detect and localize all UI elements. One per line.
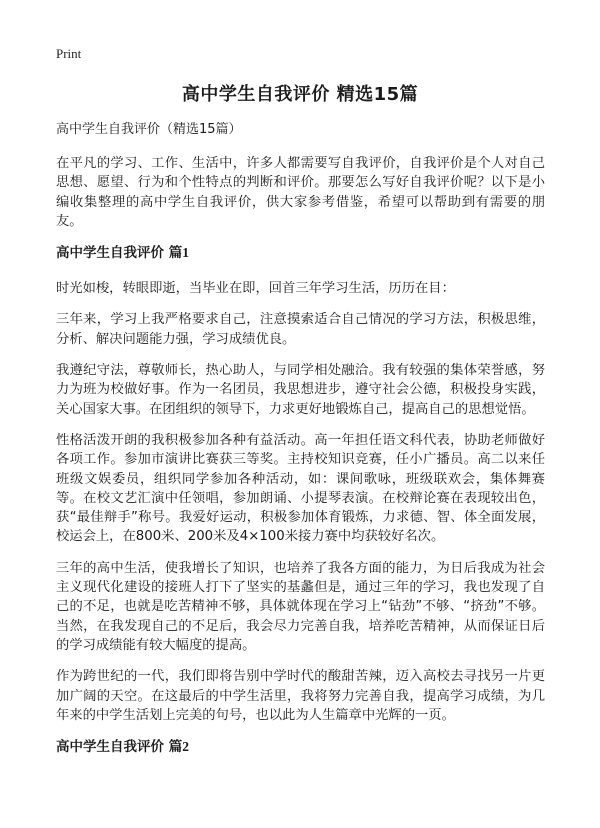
section1-paragraph-4: 性格活泼开朗的我积极参加各种有益活动。高一年担任语文科代表，协助老师做好各项工作。参加市演讲比赛获三等奖。主持校知识竞赛，任小广播员。高二以来任班级文娱委员，组织同学参加各种活动，如：课间歌咏，班级联欢会，集体舞赛等。在校文艺汇演中任领唱，参加朗诵、小提琴表演。在校辩论赛在表现较出色，获“最佳辩手”称号。我爱好运动，积极参加体育锻炼，力求德、智、体全面发展，校运会上，在800米、200米及4×100米接力赛中均获较好名次。 — [56, 432, 545, 545]
print-link[interactable]: Print — [56, 46, 82, 61]
section-heading-1-text: 高中学生自我评价 — [56, 245, 169, 262]
section1-paragraph-5: 三年的高中生活，使我增长了知识，也培养了我各方面的能力，为日后我成为社会主义现代化建设的接班人打下了坚实的基蠡但是，通过三年的学习，我也发现了自己的不足，也就是吃苦精神不够，具体就体现在学习上“钻劲”不够、“挤劲”不够。当然，在我发现自己的不足后，我会尽力完善自我，培养吃苦精神，从而保证日后的学习成绩能有较大幅度的提高。 — [56, 560, 545, 653]
section-heading-2-number: 篇2 — [168, 739, 189, 755]
document-subtitle: 高中学生自我评价（精选15篇） — [56, 122, 242, 137]
section1-paragraph-6: 作为跨世纪的一代，我们即将告别中学时代的酸甜苦辣，迈入高校去寻找另一片更加广阔的天空。在这最后的中学生活里，我将努力完善自我，提高学习成绩，为几年来的中学生活划上完美的句号，也以此为人生篇章中光辉的一页。 — [56, 669, 545, 723]
section1-paragraph-1: 时光如梭，转眼即逝，当毕业在即，回首三年学习生活，历历在目： — [56, 281, 455, 297]
section1-paragraph-2: 三年来，学习上我严格要求自己，注意摸索适合自己情况的学习方法，积极思维，分析、解决问题能力强，学习成绩优良。 — [56, 312, 545, 347]
document-body — [56, 120, 545, 773]
section-heading-2-text: 高中学生自我评价 — [56, 739, 169, 756]
section-heading-2 — [56, 737, 545, 757]
section1-paragraph-3: 我遵纪守法，尊敬师长，热心助人，与同学相处融洽。我有较强的集体荣誉感，努力为班为校做好事。作为一名团员，我思想进步，遵守社会公德，积极投身实践，关心国家大事。在团组织的领导下，力求更好地锻炼自己，提高自己的思想觉悟。 — [56, 363, 545, 417]
page-title: 高中学生自我评价 精选15篇 — [181, 84, 419, 105]
section-heading-1-number: 篇1 — [168, 245, 189, 261]
intro-paragraph: 在平凡的学习、工作、生活中，许多人都需要写自我评价，自我评价是个人对自己思想、愿望、行为和个性特点的判断和评价。那要怎么写好自我评价呢？以下是小编收集整理的高中学生自我评价，供大家参考借鉴，希望可以帮助到有需要的朋友。 — [56, 156, 545, 229]
section-heading-1 — [56, 243, 545, 263]
